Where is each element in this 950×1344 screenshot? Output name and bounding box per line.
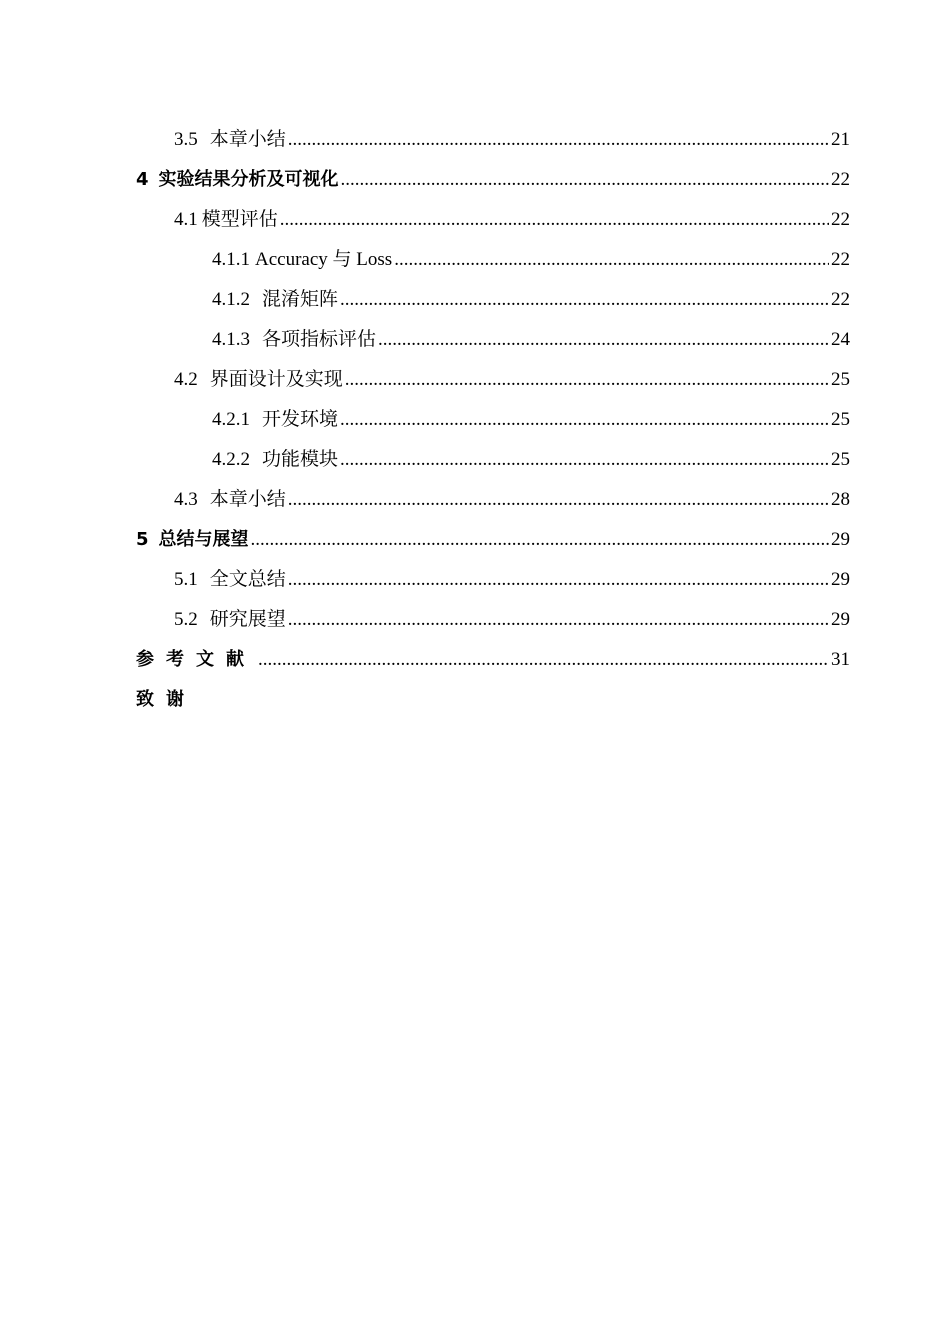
toc-entry-number: 4.2.2 [212,449,250,470]
dot-leader [394,240,829,280]
toc-entry-4-1-3[interactable] [136,320,850,360]
toc-entry-title: 模型评估 [201,209,278,230]
toc-entry-references[interactable] [136,640,850,680]
toc-entry-page: 29 [831,609,850,630]
toc-entry-title: 总结与展望 [158,529,249,550]
toc-entry-title: 本章小结 [209,129,286,150]
dot-leader [340,400,829,440]
toc-entry-number: 4 [136,169,149,190]
toc-entry-4-1[interactable] [136,200,850,240]
toc-entry-page: 22 [831,249,850,270]
dot-leader [280,200,829,240]
toc-entry-page: 28 [831,489,850,510]
dot-leader [340,440,829,480]
toc-entry-number: 4.1.2 [212,289,250,310]
toc-entry-page: 25 [831,369,850,390]
toc-entry-4-2-2[interactable] [136,440,850,480]
toc-entry-chapter-5[interactable] [136,520,850,560]
toc-entry-4-3[interactable] [136,480,850,520]
toc-entry-title: 致谢 [136,689,196,710]
toc-entry-title: 功能模块 [262,449,339,470]
toc-entry-5-1[interactable] [136,560,850,600]
dot-leader [288,480,829,520]
toc-entry-page: 24 [831,329,850,350]
dot-leader [345,360,829,400]
toc-entry-title: Accuracy 与 Loss [255,249,393,270]
toc-entry-number: 4.2.1 [212,409,250,430]
toc-entry-page: 22 [831,169,850,190]
toc-entry-number: 4.3 [174,489,198,510]
toc-entry-number: 4.1.3 [212,329,250,350]
toc-entry-page: 29 [831,529,850,550]
toc-entry-title: 各项指标评估 [262,329,377,350]
toc-entry-number: 4.1.1 [212,249,250,270]
toc-entry-number: 4.1 [174,209,198,230]
dot-leader [258,640,829,680]
dot-leader [378,320,829,360]
toc-entry-title: 研究展望 [209,609,286,630]
toc-entry-page: 22 [831,209,850,230]
toc-entry-chapter-4[interactable] [136,160,850,200]
toc-entry-number: 3.5 [174,129,198,150]
table-of-contents [136,120,850,720]
toc-entry-3-5[interactable] [136,120,850,160]
toc-entry-title: 参考文献 [136,649,256,670]
toc-entry-4-2[interactable] [136,360,850,400]
toc-entry-page: 25 [831,449,850,470]
dot-leader [288,600,829,640]
toc-entry-page: 22 [831,289,850,310]
dot-leader [288,120,829,160]
toc-entry-4-2-1[interactable] [136,400,850,440]
toc-entry-page: 21 [831,129,850,150]
toc-entry-title: 开发环境 [262,409,339,430]
toc-entry-title: 界面设计及实现 [209,369,343,390]
toc-entry-4-1-2[interactable] [136,280,850,320]
toc-entry-title: 本章小结 [209,489,286,510]
toc-entry-number: 4.2 [174,369,198,390]
toc-entry-title: 实验结果分析及可视化 [158,169,339,190]
toc-entry-title: 混淆矩阵 [262,289,339,310]
dot-leader [288,560,829,600]
dot-leader [340,280,829,320]
toc-entry-page: 29 [831,569,850,590]
toc-entry-title: 全文总结 [209,569,286,590]
toc-entry-number: 5 [136,529,149,550]
toc-entry-number: 5.2 [174,609,198,630]
dot-leader [341,160,829,200]
toc-entry-acknowledgements[interactable] [136,680,850,720]
toc-entry-5-2[interactable] [136,600,850,640]
dot-leader [251,520,829,560]
toc-entry-page: 31 [831,649,850,670]
toc-entry-4-1-1[interactable] [136,240,850,280]
toc-entry-page: 25 [831,409,850,430]
toc-entry-number: 5.1 [174,569,198,590]
